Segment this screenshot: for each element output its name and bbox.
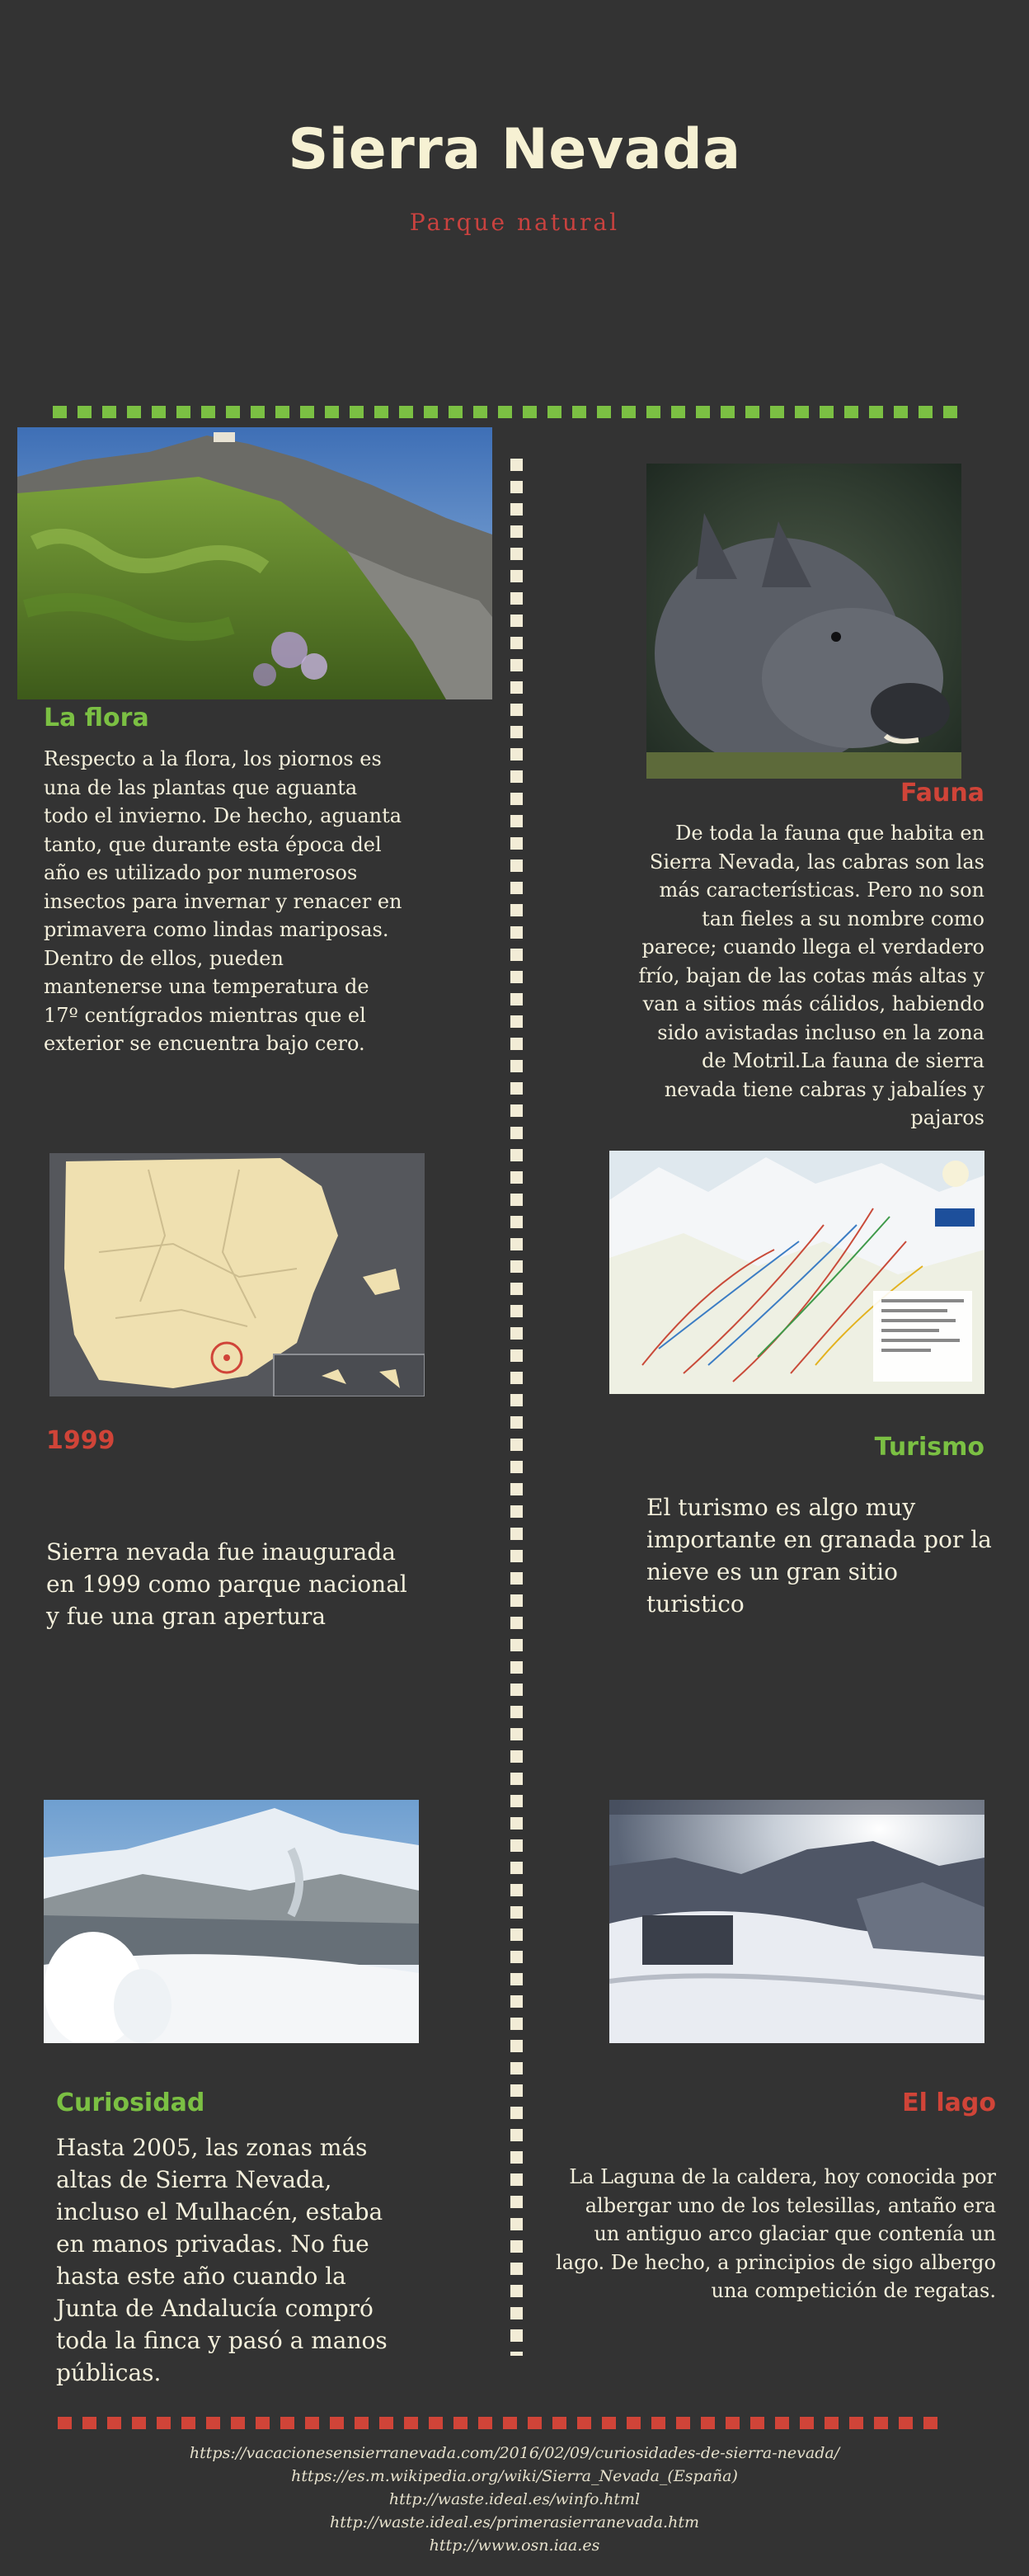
source-link[interactable]: http://www.osn.iaa.es <box>429 2536 600 2555</box>
lake-heading: El lago <box>902 2089 996 2117</box>
spain-map-photo <box>49 1153 425 1396</box>
fauna-text: De toda la fauna que habita en Sierra Nevada, las cabras son las más características. Pero no son tan fieles a su nombre como parece; cuando llega el verdadero frío, bajan de las cotas más altas y van a sitios más cálidos, habiendo sido avistadas incluso en la zona de Motril.La fauna de sierra nevada tiene cabras y jabalíes y pajaros <box>638 822 984 1129</box>
flora-heading: La flora <box>44 704 149 732</box>
lake-text: La Laguna de la caldera, hoy conocida por albergar uno de los telesillas, antaño era un antiguo arco glaciar que contenía un lago. De hecho, a principios de sigo albergo una competición de regatas. <box>556 2165 996 2302</box>
tourism-text: El turismo es algo muy importante en granada por la nieve es un gran sitio turistico <box>646 1494 992 1618</box>
curiosity-text: Hasta 2005, las zonas más altas de Sierra Nevada, incluso el Mulhacén, estaba en manos privadas. No fue hasta este año cuando la Junta de Andalucía compró toda la finca y pasó a manos públicas. <box>56 2134 388 2386</box>
bottom-divider <box>58 2417 937 2429</box>
top-divider <box>53 406 957 418</box>
page-subtitle: Parque natural <box>409 209 620 236</box>
curiosity-heading: Curiosidad <box>56 2089 205 2117</box>
sources-list <box>0 2442 1029 2557</box>
lake-photo <box>609 1800 984 2043</box>
timeline-divider <box>510 459 523 2356</box>
fauna-photo <box>646 464 961 779</box>
source-link[interactable]: http://waste.ideal.es/primerasierranevada.htm <box>330 2513 699 2531</box>
fauna-heading: Fauna <box>900 779 984 808</box>
tourism-heading: Turismo <box>874 1433 984 1462</box>
ski-map-photo <box>609 1151 984 1394</box>
flora-photo <box>17 427 492 699</box>
source-link[interactable]: https://vacacionesensierranevada.com/2016/02/09/curiosidades-de-sierra-nevada/ <box>189 2444 840 2462</box>
curiosity-photo <box>44 1800 419 2043</box>
history-text: Sierra nevada fue inaugurada en 1999 como parque nacional y fue una gran apertura <box>46 1538 407 1630</box>
history-heading: 1999 <box>46 1426 115 1455</box>
page-title: Sierra Nevada <box>288 117 741 182</box>
source-link[interactable]: http://waste.ideal.es/winfo.html <box>388 2490 641 2508</box>
flora-text: Respecto a la flora, los piornos es una de las plantas que aguanta todo el invierno. De hecho, aguanta tanto, que durante esta época del año es utilizado por numerosos insectos para invernar y renacer en primavera como lindas mariposas. Dentro de ellos, pueden mantenerse una temperatura de 17º centígrados mientras que el exterior se encuentra bajo cero. <box>44 747 402 1055</box>
source-link[interactable]: https://es.m.wikipedia.org/wiki/Sierra_Nevada_(España) <box>291 2467 738 2485</box>
